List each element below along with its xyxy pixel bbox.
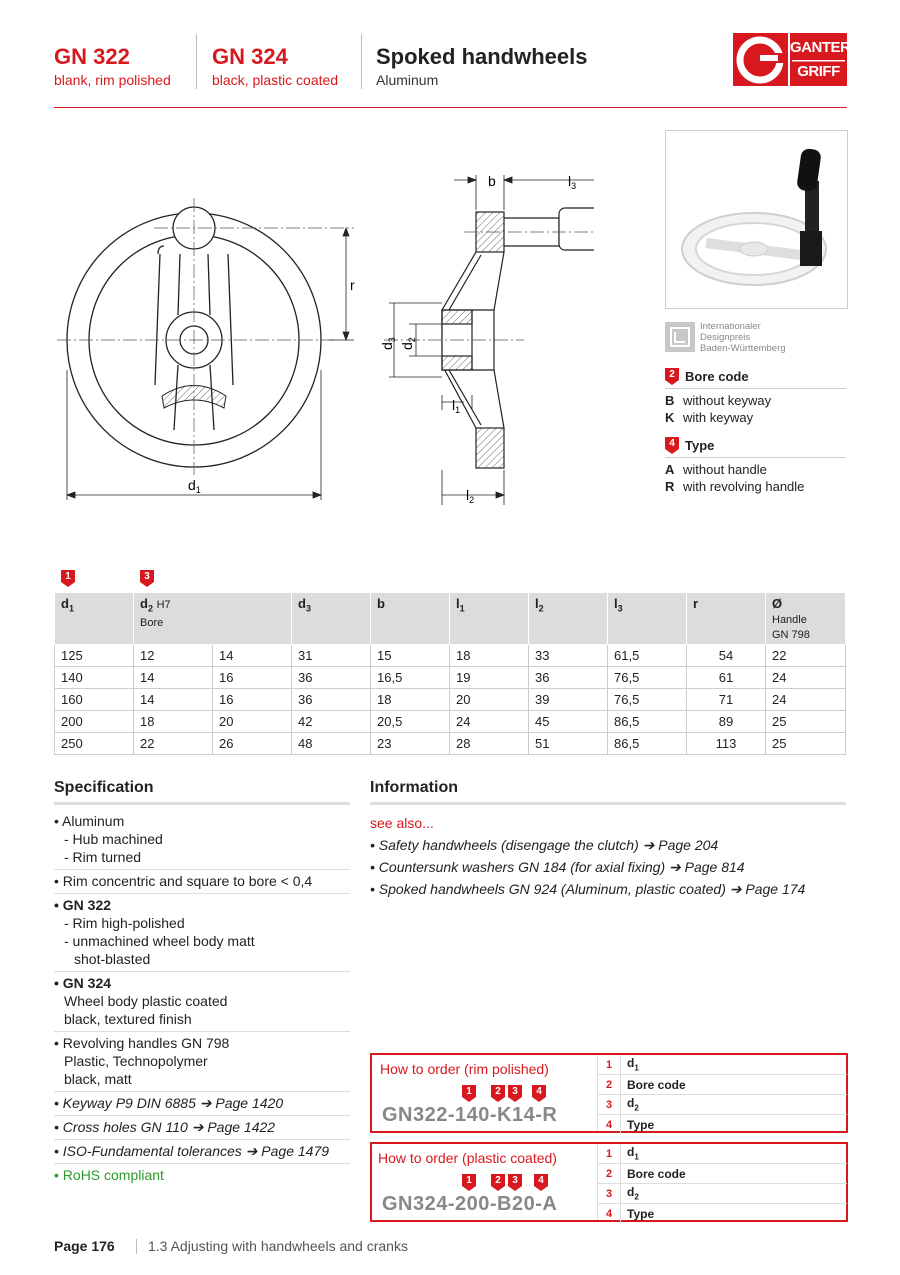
table-cell: 28 (450, 733, 529, 755)
table-cell: 39 (529, 689, 608, 711)
dim-label-l1: $l_1$ (452, 397, 461, 415)
spec-subline: - Hub machined (64, 831, 163, 847)
col-header-d2: $d_2$ H7 Bore (134, 593, 292, 645)
table-cell: 250 (55, 733, 134, 755)
table-cell: 12 (134, 645, 213, 667)
bore-code-title: Bore code (685, 369, 749, 384)
table-cell: 18 (134, 711, 213, 733)
badge-icon: 1 (462, 1174, 476, 1196)
technical-drawing (54, 170, 594, 520)
table-cell: 26 (213, 733, 292, 755)
spec-line: • GN 322 (54, 897, 112, 913)
table-cell: 33 (529, 645, 608, 667)
award-logo (665, 322, 695, 352)
info-link[interactable]: • Safety handwheels (disengage the clutch) ➔ Page 204 (370, 837, 719, 853)
table-cell: 23 (371, 733, 450, 755)
product-desc-gn322: blank, rim polished (54, 72, 171, 88)
product-photo (665, 130, 848, 309)
product-code-gn324: GN 324 (212, 44, 288, 69)
award-text (700, 321, 786, 354)
dim-label-d1: $d_1$ (188, 477, 201, 495)
badge-icon: 4 (534, 1174, 548, 1196)
table-cell: 86,5 (608, 711, 687, 733)
logo-text-top: GANTER (790, 39, 851, 56)
table-cell: 20,5 (371, 711, 450, 733)
table-cell: 61 (687, 667, 766, 689)
logo-text-bottom: GRIFF (797, 63, 840, 80)
table-cell: 76,5 (608, 667, 687, 689)
section-rule (370, 802, 846, 805)
col-header-l2: $l_2$ (529, 593, 608, 645)
table-cell: 22 (134, 733, 213, 755)
table-cell: 25 (766, 711, 846, 733)
info-link[interactable]: • Spoked handwheels GN 924 (Aluminum, plastic coated) ➔ Page 174 (370, 881, 806, 897)
spec-subline: black, textured finish (64, 1011, 192, 1027)
rohs-label: • RoHS compliant (54, 1167, 164, 1183)
table-cell: 24 (766, 667, 846, 689)
award-line: Internationaler (700, 321, 761, 332)
order-legend (597, 1055, 847, 1131)
spec-line: • GN 324 (54, 975, 112, 991)
ganter-logo (733, 33, 851, 86)
table-cell: 18 (450, 645, 529, 667)
spec-subline: - unmachined wheel body matt (64, 933, 255, 949)
bore-code-item: B without keyway (665, 393, 772, 408)
table-cell: 36 (529, 667, 608, 689)
table-cell: 160 (55, 689, 134, 711)
order-code: GN324-200-B20-A (382, 1193, 558, 1215)
table-cell: 113 (687, 733, 766, 755)
table-cell: 61,5 (608, 645, 687, 667)
table-cell: 45 (529, 711, 608, 733)
table-row (55, 711, 846, 733)
order-legend-row: 4 Type (598, 1204, 847, 1223)
material-label: Aluminum (376, 72, 439, 88)
badge-icon: 2 (665, 368, 679, 385)
order-legend-row: 4 Type (598, 1115, 847, 1134)
table-cell: 16 (213, 689, 292, 711)
col-header-d1: $d_1$ (55, 593, 134, 645)
table-row (55, 689, 846, 711)
dim-label-d2: $d_2$ (399, 337, 417, 350)
type-item: A without handle (665, 462, 767, 477)
table-cell: 54 (687, 645, 766, 667)
badge-icon: 2 (491, 1174, 505, 1196)
table-cell: 36 (292, 667, 371, 689)
table-cell: 20 (450, 689, 529, 711)
table-cell: 51 (529, 733, 608, 755)
page-title: Spoked handwheels (376, 44, 588, 69)
type-legend (665, 437, 846, 495)
table-cell: 19 (450, 667, 529, 689)
spec-item (54, 972, 350, 1032)
table-cell: 24 (766, 689, 846, 711)
table-cell: 31 (292, 645, 371, 667)
table-row (55, 645, 846, 667)
product-code-gn322: GN 322 (54, 44, 130, 69)
spec-line: • Revolving handles GN 798 (54, 1035, 230, 1051)
product-desc-gn324: black, plastic coated (212, 72, 339, 88)
information-title: Information (370, 779, 458, 796)
order-code: GN322-140-K14-R (382, 1104, 558, 1126)
table-cell: 42 (292, 711, 371, 733)
specification-title: Specification (54, 779, 154, 796)
table-cell: 125 (55, 645, 134, 667)
dim-label-b: b (488, 173, 496, 189)
see-also-label: see also... (370, 815, 434, 831)
badge-icon: 3 (508, 1085, 522, 1107)
col-header-r: r (687, 593, 766, 645)
table-cell: 16,5 (371, 667, 450, 689)
spec-item (54, 894, 350, 972)
type-item: R with revolving handle (665, 479, 805, 494)
badge-icon: 1 (462, 1085, 476, 1107)
table-row (55, 667, 846, 689)
order-title: How to order (plastic coated) (378, 1150, 557, 1166)
footer-section: 1.3 Adjusting with handwheels and cranks (148, 1238, 408, 1254)
bore-code-legend (665, 368, 846, 426)
page-number: Page 176 (54, 1238, 115, 1254)
table-cell: 86,5 (608, 733, 687, 755)
dim-label-l3: $l_3$ (568, 173, 577, 191)
order-legend-row: 2 Bore code (598, 1164, 847, 1184)
dim-label-r: r (350, 277, 355, 293)
order-legend (597, 1144, 847, 1220)
col-header-l1: $l_1$ (450, 593, 529, 645)
table-cell: 14 (134, 689, 213, 711)
order-title: How to order (rim polished) (380, 1061, 549, 1077)
spec-subline: Wheel body plastic coated (64, 993, 228, 1009)
spec-link[interactable]: • Cross holes GN 110 ➔ Page 1422 (54, 1116, 350, 1140)
table-row (55, 733, 846, 755)
table-cell: 20 (213, 711, 292, 733)
footer-divider (136, 1239, 137, 1254)
table-cell: 24 (450, 711, 529, 733)
table-header-row (55, 593, 846, 645)
section-rule (54, 802, 350, 805)
table-cell: 36 (292, 689, 371, 711)
spec-item (54, 1032, 350, 1092)
table-cell: 76,5 (608, 689, 687, 711)
table-cell: 22 (766, 645, 846, 667)
spec-subline: - Rim high-polished (64, 915, 185, 931)
spec-item: • Rim concentric and square to bore < 0,4 (54, 870, 350, 894)
col-header-l3: $l_3$ (608, 593, 687, 645)
table-cell: 18 (371, 689, 450, 711)
table-cell: 200 (55, 711, 134, 733)
badge-icon: 4 (665, 437, 679, 454)
spec-subline: - Rim turned (64, 849, 142, 865)
information-list (370, 812, 846, 900)
dimensions-table (54, 592, 846, 755)
badge-icon: 3 (508, 1174, 522, 1196)
bore-code-item: K with keyway (665, 410, 754, 425)
header-divider (361, 34, 362, 89)
table-badge-d1: 1 (61, 570, 75, 592)
col-header-handle: Ø Handle GN 798 (766, 593, 846, 645)
badge-icon: 2 (491, 1085, 505, 1107)
order-legend-row: 3 $d_2$ (598, 1184, 847, 1204)
order-legend-row: 1 $d_1$ (598, 1055, 847, 1075)
specification-list (54, 810, 350, 1187)
badge-icon: 4 (532, 1085, 546, 1107)
header-divider (196, 34, 197, 89)
table-cell: 15 (371, 645, 450, 667)
spec-line: • Aluminum (54, 813, 125, 829)
dim-label-d3: $d_3$ (379, 337, 397, 350)
table-cell: 14 (134, 667, 213, 689)
header-rule (54, 107, 847, 108)
type-title: Type (685, 438, 715, 453)
spec-subline: shot-blasted (74, 951, 151, 967)
col-header-b: b (371, 593, 450, 645)
spec-subline: Plastic, Technopolymer (64, 1053, 208, 1069)
order-box-rim-polished (370, 1053, 848, 1133)
col-header-d3: $d_3$ (292, 593, 371, 645)
table-cell: 89 (687, 711, 766, 733)
table-cell: 16 (213, 667, 292, 689)
spec-link[interactable]: • Keyway P9 DIN 6885 ➔ Page 1420 (54, 1092, 350, 1116)
award-line: Designpreis (700, 332, 751, 343)
table-badge-d2: 3 (140, 570, 154, 592)
table-cell: 140 (55, 667, 134, 689)
spec-subline: black, matt (64, 1071, 132, 1087)
order-legend-row: 1 $d_1$ (598, 1144, 847, 1164)
info-link[interactable]: • Countersunk washers GN 184 (for axial fixing) ➔ Page 814 (370, 859, 745, 875)
table-cell: 25 (766, 733, 846, 755)
table-cell: 14 (213, 645, 292, 667)
spec-item (54, 810, 350, 870)
order-legend-row: 3 $d_2$ (598, 1095, 847, 1115)
order-box-plastic-coated (370, 1142, 848, 1222)
order-legend-row: 2 Bore code (598, 1075, 847, 1095)
dim-label-l2: $l_2$ (466, 487, 475, 505)
table-cell: 71 (687, 689, 766, 711)
award-line: Baden-Württemberg (700, 343, 786, 354)
table-cell: 48 (292, 733, 371, 755)
spec-link[interactable]: • ISO-Fundamental tolerances ➔ Page 1479 (54, 1140, 350, 1164)
